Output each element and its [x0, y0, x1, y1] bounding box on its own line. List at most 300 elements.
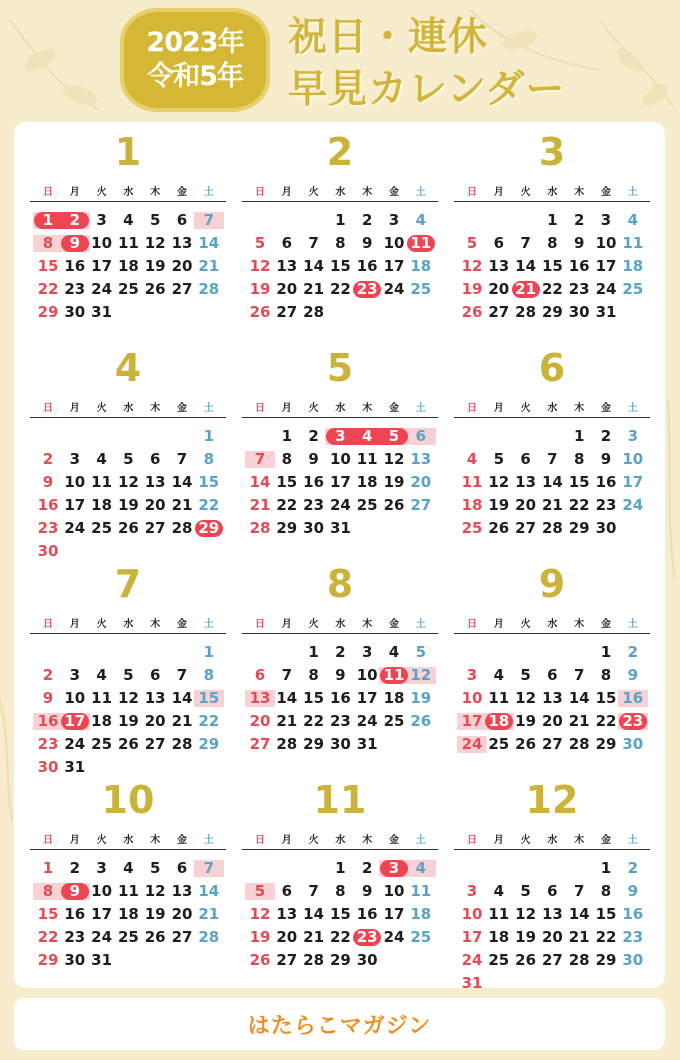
day-cell: 17 — [383, 905, 405, 923]
weekday-label: 水 — [547, 403, 558, 414]
day-cell: 22 — [276, 496, 298, 514]
day-cell: 20 — [144, 712, 166, 730]
day-cell: 14 — [198, 234, 220, 252]
day-cell: 23 — [64, 280, 86, 298]
day-cell: 7 — [308, 882, 319, 900]
day-cell: 21 — [198, 257, 220, 275]
weekday-label: 火 — [96, 835, 107, 846]
day-cell: 9 — [627, 666, 639, 684]
day-cell: 4 — [96, 666, 107, 684]
day-cell: 23 — [622, 928, 644, 946]
day-grid — [30, 634, 226, 774]
day-cell: 25 — [117, 280, 139, 298]
weekday-label: 火 — [96, 619, 107, 630]
day-cell: 21 — [171, 712, 193, 730]
day-cell: 5 — [123, 666, 134, 684]
day-cell: 24 — [329, 496, 351, 514]
weekday-label: 土 — [627, 187, 638, 198]
day-cell: 7 — [573, 666, 585, 684]
day-cell: 20 — [144, 496, 166, 514]
day-cell: 7 — [308, 234, 319, 252]
day-cell: 15 — [568, 473, 590, 491]
day-cell: 17 — [329, 473, 351, 491]
weekday-label: 木 — [362, 187, 373, 198]
weekday-label: 金 — [601, 403, 611, 414]
weekday-header — [30, 396, 226, 418]
weekday-label: 水 — [123, 619, 134, 630]
day-cell: 13 — [541, 905, 563, 923]
day-cell: 3 — [335, 427, 346, 445]
day-cell: 17 — [461, 928, 483, 946]
day-cell: 6 — [415, 427, 427, 445]
day-cell: 17 — [461, 712, 483, 730]
day-cell: 12 — [249, 905, 271, 923]
weekday-header — [242, 828, 438, 850]
day-cell: 15 — [329, 905, 351, 923]
weekday-label: 月 — [281, 619, 292, 630]
weekday-label: 日 — [467, 619, 477, 630]
day-cell: 28 — [568, 951, 590, 969]
day-cell: 28 — [276, 735, 298, 753]
day-cell: 8 — [335, 234, 346, 252]
day-cell: 1 — [203, 427, 215, 445]
day-cell: 8 — [203, 666, 215, 684]
month-10 — [30, 780, 226, 990]
day-cell: 14 — [568, 905, 590, 923]
month-6 — [454, 348, 650, 558]
month-2 — [242, 132, 438, 342]
day-cell: 18 — [461, 496, 483, 514]
day-cell: 8 — [547, 234, 558, 252]
day-cell: 21 — [171, 496, 193, 514]
day-grid — [242, 202, 438, 342]
day-cell: 27 — [171, 928, 193, 946]
weekday-label: 月 — [69, 403, 80, 414]
day-cell: 30 — [303, 519, 325, 537]
day-cell: 10 — [91, 882, 113, 900]
day-cell: 10 — [329, 450, 351, 468]
weekday-label: 月 — [281, 835, 292, 846]
day-cell: 1 — [335, 211, 346, 229]
day-cell: 29 — [595, 951, 617, 969]
day-cell: 5 — [123, 450, 134, 468]
day-cell: 22 — [198, 496, 220, 514]
day-cell: 13 — [276, 905, 298, 923]
day-cell: 27 — [515, 519, 537, 537]
day-cell: 6 — [176, 859, 188, 877]
day-cell: 1 — [42, 859, 54, 877]
weekday-label: 水 — [123, 187, 134, 198]
day-cell: 13 — [541, 689, 563, 707]
day-cell: 18 — [91, 496, 113, 514]
day-cell: 28 — [303, 951, 325, 969]
day-cell: 25 — [91, 735, 113, 753]
day-cell: 22 — [595, 712, 617, 730]
day-cell: 4 — [96, 450, 107, 468]
weekday-header — [242, 396, 438, 418]
weekday-label: 日 — [255, 187, 265, 198]
day-cell: 21 — [541, 496, 563, 514]
weekday-label: 月 — [493, 403, 504, 414]
day-cell: 6 — [547, 882, 558, 900]
day-cell: 21 — [303, 928, 325, 946]
day-cell: 23 — [37, 519, 59, 537]
weekday-label: 木 — [150, 187, 161, 198]
day-cell: 14 — [171, 473, 193, 491]
day-cell: 3 — [600, 211, 612, 229]
day-cell: 4 — [415, 859, 427, 877]
month-3 — [454, 132, 650, 342]
day-cell: 3 — [96, 859, 107, 877]
day-cell: 5 — [254, 882, 266, 900]
day-cell: 18 — [383, 689, 405, 707]
brand-logo: はたらこマガジン — [247, 1013, 432, 1039]
day-cell: 11 — [91, 689, 113, 707]
weekday-label: 土 — [627, 403, 638, 414]
weekday-label: 日 — [43, 835, 53, 846]
day-cell: 12 — [515, 905, 537, 923]
weekday-label: 月 — [69, 619, 80, 630]
day-cell: 23 — [568, 280, 590, 298]
day-cell: 23 — [37, 735, 59, 753]
day-cell: 17 — [64, 712, 86, 730]
day-cell: 5 — [149, 859, 161, 877]
day-cell: 29 — [37, 303, 59, 321]
day-cell: 1 — [547, 211, 558, 229]
day-cell: 23 — [64, 928, 86, 946]
weekday-label: 日 — [43, 187, 53, 198]
day-cell: 21 — [198, 905, 220, 923]
weekday-label: 金 — [601, 619, 611, 630]
weekday-label: 金 — [389, 619, 399, 630]
day-cell: 21 — [568, 712, 590, 730]
day-cell: 3 — [466, 882, 478, 900]
day-cell: 11 — [488, 905, 510, 923]
month-1 — [30, 132, 226, 342]
day-cell: 3 — [69, 666, 81, 684]
day-cell: 9 — [69, 234, 81, 252]
day-cell: 20 — [276, 928, 298, 946]
day-cell: 15 — [595, 905, 617, 923]
weekday-label: 火 — [308, 187, 319, 198]
day-cell: 14 — [541, 473, 563, 491]
day-cell: 10 — [64, 689, 86, 707]
day-cell: 17 — [91, 905, 113, 923]
weekday-label: 木 — [150, 835, 161, 846]
day-cell: 14 — [276, 689, 298, 707]
day-cell: 22 — [595, 928, 617, 946]
day-cell: 19 — [117, 712, 139, 730]
day-cell: 6 — [254, 666, 266, 684]
day-cell: 22 — [37, 928, 59, 946]
day-cell: 25 — [410, 928, 432, 946]
day-cell: 7 — [203, 211, 215, 229]
day-cell: 28 — [303, 303, 325, 321]
month-4 — [30, 348, 226, 558]
day-cell: 16 — [64, 905, 86, 923]
day-cell: 26 — [515, 735, 537, 753]
day-cell: 22 — [329, 928, 351, 946]
day-cell: 16 — [568, 257, 590, 275]
day-grid — [30, 850, 226, 990]
day-cell: 26 — [249, 303, 271, 321]
day-cell: 12 — [117, 689, 139, 707]
weekday-label: 月 — [493, 835, 504, 846]
month-5 — [242, 348, 438, 558]
day-grid — [30, 418, 226, 558]
weekday-label: 火 — [520, 403, 531, 414]
day-cell: 19 — [144, 257, 166, 275]
weekday-header — [454, 396, 650, 418]
day-cell: 28 — [568, 735, 590, 753]
day-cell: 3 — [627, 427, 639, 445]
footer-logo-bar — [14, 998, 665, 1050]
day-grid — [242, 850, 438, 990]
day-cell: 17 — [356, 689, 378, 707]
day-cell: 27 — [541, 951, 563, 969]
day-cell: 26 — [117, 735, 139, 753]
day-cell: 24 — [461, 735, 483, 753]
weekday-label: 水 — [123, 403, 134, 414]
day-cell: 8 — [42, 234, 54, 252]
day-cell: 18 — [622, 257, 644, 275]
day-cell: 28 — [198, 928, 220, 946]
month-8 — [242, 564, 438, 774]
day-cell: 31 — [64, 758, 86, 776]
day-cell: 8 — [203, 450, 215, 468]
day-cell: 12 — [383, 450, 405, 468]
day-cell: 7 — [176, 450, 188, 468]
day-cell: 24 — [64, 519, 86, 537]
weekday-label: 木 — [362, 403, 373, 414]
day-cell: 16 — [303, 473, 325, 491]
day-cell: 30 — [329, 735, 351, 753]
weekday-label: 日 — [467, 835, 477, 846]
weekday-label: 火 — [96, 403, 107, 414]
day-cell: 11 — [356, 450, 378, 468]
day-cell: 21 — [303, 280, 325, 298]
day-cell: 23 — [622, 712, 644, 730]
day-cell: 22 — [329, 280, 351, 298]
day-cell: 3 — [388, 859, 400, 877]
day-cell: 26 — [144, 928, 166, 946]
day-cell: 19 — [410, 689, 432, 707]
weekday-label: 月 — [493, 619, 504, 630]
day-cell: 15 — [276, 473, 298, 491]
day-cell: 2 — [308, 427, 319, 445]
day-cell: 10 — [64, 473, 86, 491]
day-cell: 13 — [410, 450, 432, 468]
day-cell: 19 — [144, 905, 166, 923]
day-cell: 19 — [515, 928, 537, 946]
day-cell: 9 — [42, 473, 54, 491]
day-cell: 8 — [600, 666, 612, 684]
weekday-label: 木 — [150, 619, 161, 630]
weekday-header — [242, 180, 438, 202]
day-cell: 15 — [37, 257, 59, 275]
weekday-label: 木 — [362, 835, 373, 846]
weekday-label: 木 — [574, 835, 585, 846]
month-number: 7 — [114, 562, 142, 606]
day-cell: 8 — [281, 450, 293, 468]
day-cell: 18 — [117, 905, 139, 923]
day-cell: 7 — [520, 234, 531, 252]
weekday-label: 水 — [335, 403, 346, 414]
day-cell: 6 — [149, 450, 161, 468]
day-cell: 7 — [281, 666, 293, 684]
month-9 — [454, 564, 650, 774]
day-cell: 6 — [281, 882, 293, 900]
day-cell: 9 — [308, 450, 319, 468]
day-cell: 4 — [627, 211, 639, 229]
day-cell: 31 — [329, 519, 351, 537]
day-cell: 30 — [356, 951, 378, 969]
day-cell: 10 — [91, 234, 113, 252]
day-cell: 5 — [388, 427, 400, 445]
day-cell: 9 — [573, 234, 585, 252]
calendar-card — [14, 122, 665, 992]
day-cell: 27 — [144, 519, 166, 537]
day-cell: 10 — [383, 234, 405, 252]
weekday-label: 木 — [362, 619, 373, 630]
day-cell: 31 — [356, 735, 378, 753]
day-cell: 4 — [493, 882, 505, 900]
day-cell: 24 — [356, 712, 378, 730]
day-cell: 26 — [410, 712, 432, 730]
day-cell: 25 — [356, 496, 378, 514]
day-cell: 13 — [144, 473, 166, 491]
day-cell: 29 — [595, 735, 617, 753]
day-cell: 28 — [171, 735, 193, 753]
day-cell: 10 — [461, 905, 483, 923]
weekday-label: 水 — [123, 835, 134, 846]
day-cell: 15 — [37, 905, 59, 923]
day-cell: 22 — [37, 280, 59, 298]
weekday-header — [30, 612, 226, 634]
weekday-header — [454, 828, 650, 850]
day-cell: 24 — [622, 496, 644, 514]
day-cell: 19 — [461, 280, 483, 298]
day-cell: 24 — [461, 951, 483, 969]
title-line-1: 祝日・連休 — [288, 15, 489, 60]
weekday-label: 金 — [389, 403, 399, 414]
day-cell: 1 — [203, 643, 215, 661]
day-cell: 6 — [176, 211, 188, 229]
day-cell: 10 — [595, 234, 617, 252]
day-cell: 25 — [410, 280, 432, 298]
day-cell: 28 — [515, 303, 537, 321]
day-cell: 6 — [547, 666, 558, 684]
day-cell: 12 — [488, 473, 510, 491]
day-cell: 23 — [356, 280, 378, 298]
day-cell: 14 — [249, 473, 271, 491]
day-cell: 1 — [335, 859, 346, 877]
month-12 — [454, 780, 650, 990]
day-cell: 30 — [37, 758, 59, 776]
day-cell: 27 — [488, 303, 510, 321]
weekday-label: 金 — [177, 619, 187, 630]
day-cell: 20 — [410, 473, 432, 491]
month-number: 12 — [525, 778, 579, 822]
day-cell: 29 — [303, 735, 325, 753]
day-cell: 24 — [383, 280, 405, 298]
day-cell: 23 — [329, 712, 351, 730]
day-cell: 12 — [410, 666, 432, 684]
day-cell: 16 — [37, 712, 59, 730]
day-cell: 24 — [91, 928, 113, 946]
day-cell: 5 — [415, 643, 427, 661]
day-cell: 3 — [96, 211, 107, 229]
day-cell: 16 — [64, 257, 86, 275]
day-cell: 17 — [622, 473, 644, 491]
weekday-label: 日 — [467, 403, 477, 414]
day-cell: 17 — [383, 257, 405, 275]
weekday-label: 土 — [203, 403, 214, 414]
day-cell: 13 — [171, 882, 193, 900]
day-cell: 27 — [171, 280, 193, 298]
month-number: 10 — [101, 778, 155, 822]
weekday-label: 日 — [255, 619, 265, 630]
weekday-label: 木 — [150, 403, 161, 414]
day-cell: 23 — [356, 928, 378, 946]
day-cell: 31 — [91, 951, 113, 969]
month-number: 6 — [538, 346, 566, 390]
day-cell: 6 — [281, 234, 293, 252]
day-cell: 19 — [117, 496, 139, 514]
day-cell: 16 — [329, 689, 351, 707]
weekday-label: 土 — [627, 835, 638, 846]
day-cell: 11 — [117, 882, 139, 900]
weekday-label: 日 — [467, 187, 477, 198]
day-cell: 9 — [42, 689, 54, 707]
day-cell: 9 — [361, 234, 373, 252]
day-cell: 22 — [541, 280, 563, 298]
day-cell: 20 — [171, 257, 193, 275]
day-cell: 6 — [149, 666, 161, 684]
day-cell: 29 — [568, 519, 590, 537]
day-cell: 4 — [123, 211, 134, 229]
weekday-label: 水 — [335, 619, 346, 630]
weekday-label: 月 — [281, 403, 292, 414]
day-cell: 14 — [198, 882, 220, 900]
day-cell: 3 — [69, 450, 81, 468]
day-cell: 15 — [198, 473, 220, 491]
day-cell: 11 — [91, 473, 113, 491]
day-cell: 12 — [117, 473, 139, 491]
day-cell: 25 — [461, 519, 483, 537]
day-cell: 9 — [335, 666, 346, 684]
day-cell: 15 — [329, 257, 351, 275]
day-cell: 25 — [117, 928, 139, 946]
month-number: 3 — [538, 130, 566, 174]
day-cell: 4 — [388, 643, 400, 661]
day-cell: 30 — [622, 951, 644, 969]
day-cell: 17 — [595, 257, 617, 275]
day-cell: 10 — [383, 882, 405, 900]
day-cell: 22 — [568, 496, 590, 514]
day-cell: 13 — [515, 473, 537, 491]
day-cell: 16 — [37, 496, 59, 514]
day-cell: 19 — [383, 473, 405, 491]
weekday-label: 火 — [308, 835, 319, 846]
day-cell: 25 — [91, 519, 113, 537]
month-number: 4 — [114, 346, 142, 390]
day-cell: 7 — [547, 450, 558, 468]
day-cell: 30 — [595, 519, 617, 537]
day-cell: 13 — [144, 689, 166, 707]
day-cell: 13 — [488, 257, 510, 275]
day-cell: 21 — [249, 496, 271, 514]
